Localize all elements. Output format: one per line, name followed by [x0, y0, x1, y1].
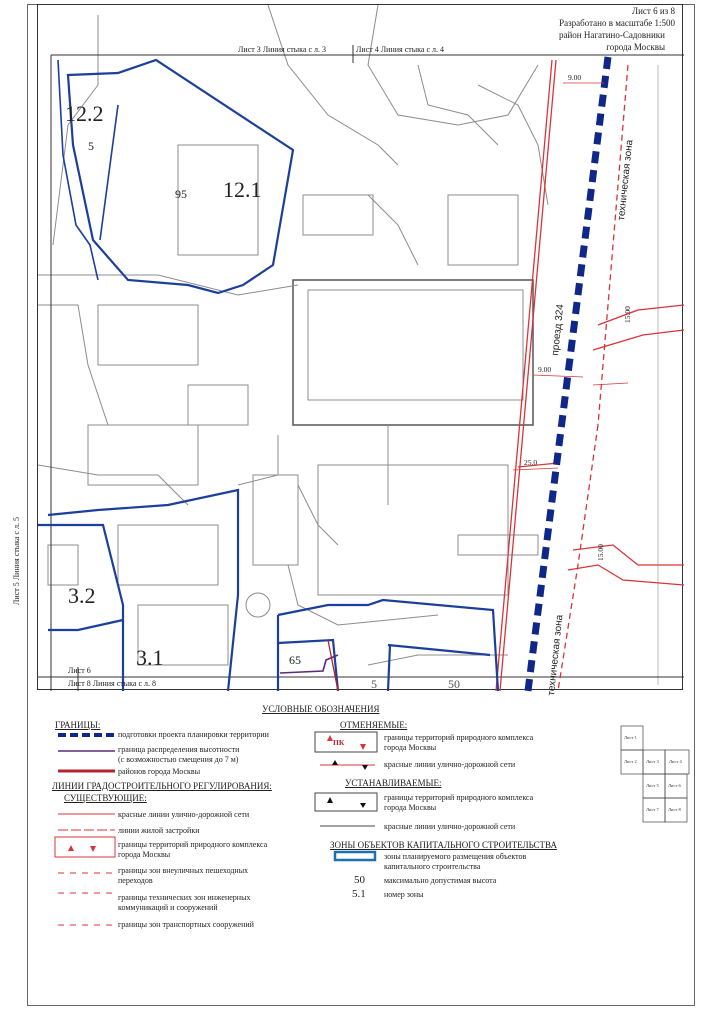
dimension-label: 9.00 — [568, 73, 582, 82]
height-value: 5 — [371, 677, 377, 691]
lines-heading: ЛИНИИ ГРАДОСТРОИТЕЛЬНОГО РЕГУЛИРОВАНИЯ: — [52, 781, 272, 791]
joint-label-sheet8: Лист 8 Линия стыка с л. 8 — [68, 679, 156, 688]
legend-item: границы территорий природного комплекса — [384, 733, 534, 742]
dimension-label: 15.00 — [623, 306, 632, 323]
legend-item: красные линии улично-дорожной сети — [384, 760, 516, 769]
dimension-label: 25.0 — [524, 458, 538, 467]
legend-item: границы зон транспортных сооружений — [118, 920, 254, 929]
legend-item: границы технических зон инженерных — [118, 893, 251, 902]
legend-item: красные линии улично-дорожной сети — [384, 822, 516, 831]
map-area — [12, 4, 683, 697]
map-drawing — [38, 5, 684, 691]
height-sample: 50 — [354, 874, 365, 886]
legend-item: подготовки проекта планировки территории — [118, 730, 269, 739]
dimension-label: 15.00 — [596, 544, 605, 561]
pk-marker: ПК — [333, 738, 345, 747]
zone-number-3-1: 3.1 — [136, 645, 164, 670]
index-sheet-6: Лист 6 — [668, 783, 681, 788]
zone-number-12-1: 12.1 — [223, 177, 262, 202]
sheet6-label: Лист 6 — [68, 666, 91, 675]
borders-heading: ГРАНИЦЫ: — [55, 720, 101, 730]
legend-item: граница распределения высотности — [118, 745, 240, 754]
district-name: район Нагатино-Садовники — [558, 30, 665, 40]
legend-item: районов города Москвы — [118, 767, 201, 776]
index-sheet-5: Лист 5 — [646, 783, 659, 788]
established-heading: УСТАНАВЛИВАЕМЫЕ: — [345, 778, 442, 788]
zone-number-3-2: 3.2 — [68, 583, 96, 608]
index-sheet-7: Лист 7 — [646, 807, 659, 812]
legend-item: переходов — [118, 876, 153, 885]
legend-item: максимально допустимая высота — [384, 876, 497, 885]
joint-label-sheet3: Лист 3 Линия стыка с л. 3 — [238, 45, 326, 54]
legend-item: границы территорий природного комплекса — [384, 793, 534, 802]
height-value: 50 — [448, 677, 460, 691]
legend-item: коммуникаций и сооружений — [118, 903, 218, 912]
legend-item: города Москвы — [118, 850, 171, 859]
tech-zone-label-top: техническая зона — [616, 139, 636, 222]
index-sheet-4: Лист 4 — [669, 759, 682, 764]
joint-label-sheet5: Лист 5 Линия стыка с л. 5 — [12, 517, 21, 605]
legend-item: границы зон внеуличных пешеходных — [118, 866, 249, 875]
index-sheet-8: Лист 8 — [668, 807, 681, 812]
legend-item: красные линии улично-дорожной сети — [118, 810, 250, 819]
legend-item: номер зоны — [384, 890, 424, 899]
height-value: 5 — [88, 139, 94, 153]
joint-label-sheet4: Лист 4 Линия стыка с л. 4 — [356, 45, 444, 54]
height-value: 95 — [175, 187, 187, 201]
tech-zone-label-bottom: техническая зона — [546, 614, 566, 697]
cancelled-heading: ОТМЕНЯЕМЫЕ: — [340, 720, 408, 730]
index-sheet-2: Лист 2 — [624, 759, 637, 764]
city-name: города Москвы — [606, 42, 665, 52]
legend-title: УСЛОВНЫЕ ОБОЗНАЧЕНИЯ — [262, 704, 380, 714]
existing-heading: СУЩЕСТВУЮЩИЕ: — [64, 793, 147, 803]
legend-item: границы территорий природного комплекса — [118, 840, 268, 849]
legend-item: линии жилой застройки — [118, 826, 200, 835]
legend-item: (с возможностью смещения до 7 м) — [118, 755, 239, 764]
zone-number-sample: 5.1 — [352, 888, 366, 900]
zones-heading: ЗОНЫ ОБЪЕКТОВ КАПИТАЛЬНОГО СТРОИТЕЛЬСТВА — [330, 840, 557, 850]
legend-item: капитального строительства — [384, 862, 481, 871]
scale-note: Разработано в масштабе 1:500 — [559, 18, 675, 28]
height-value: 65 — [289, 653, 301, 667]
zone-number-12-2: 12.2 — [65, 101, 104, 126]
legend-item: города Москвы — [384, 743, 437, 752]
dimension-label: 9.00 — [538, 365, 552, 374]
legend-item: города Москвы — [384, 803, 437, 812]
legend-item: зоны планируемого размещения объектов — [384, 852, 527, 861]
index-sheet-1: Лист 1 — [624, 735, 637, 740]
street-name-label: проезд 324 — [550, 303, 567, 357]
index-sheet-3: Лист 3 — [646, 759, 659, 764]
sheet-number: Лист 6 из 8 — [632, 6, 675, 16]
